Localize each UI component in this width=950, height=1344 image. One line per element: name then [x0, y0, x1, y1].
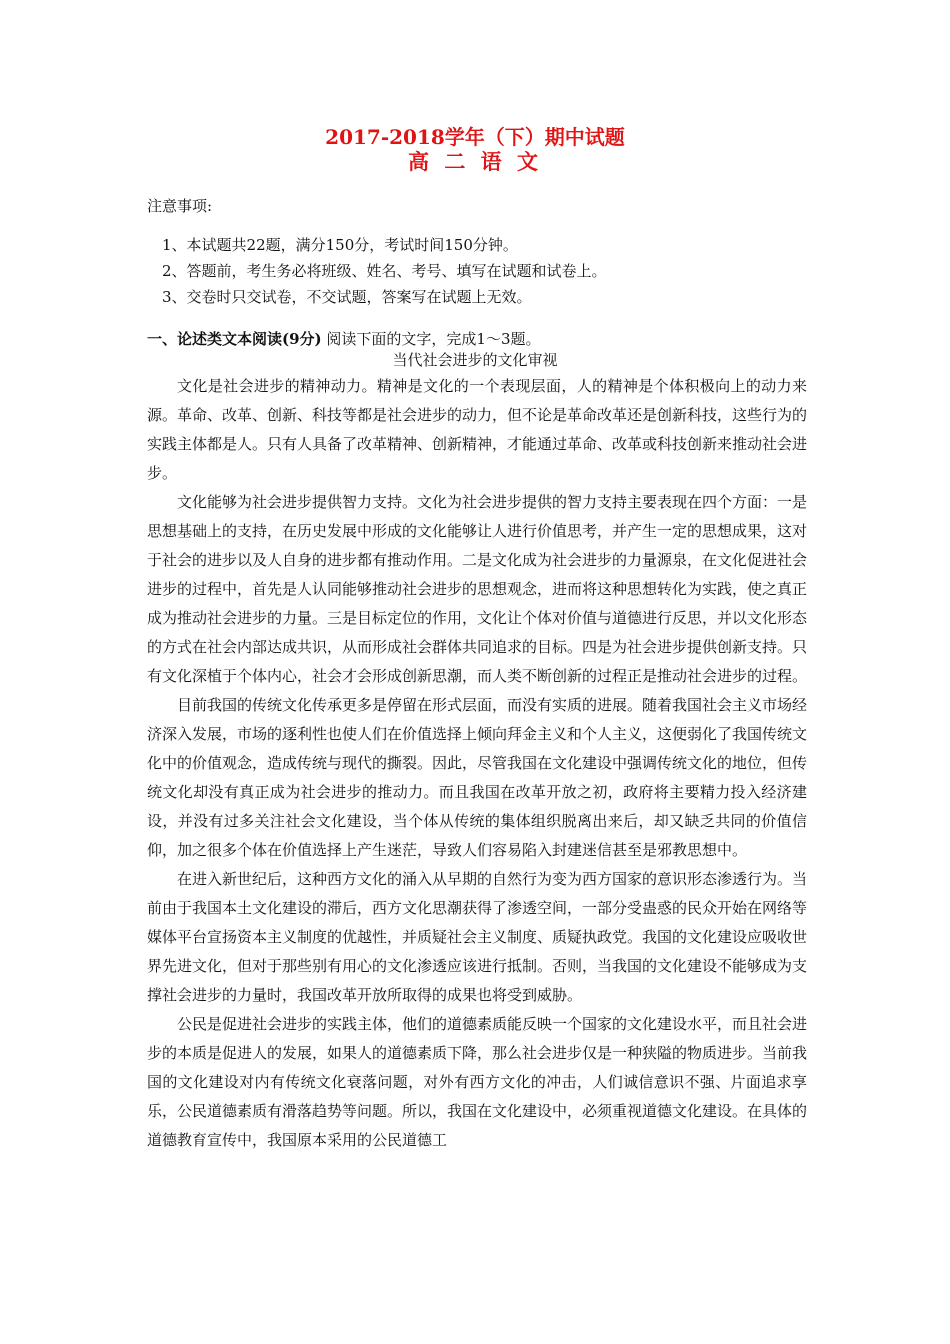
notice-item: 1、本试题共22题，满分150分，考试时间150分钟。 [162, 236, 518, 254]
article-title: 当代社会进步的文化审视 [392, 351, 558, 369]
article-paragraph: 目前我国的传统文化传承更多是停留在形式层面，而没有实质的进展。随着我国社会主义市场经济深入发展，市场的逐利性也使人们在价值选择上倾向拜金主义和个人主义，这便弱化了我国传统文化中的价值观念，造成传统与现代的撕裂。因此，尽管我国在文化建设中强调传统文化的地位，但传统文化却没有真正成为社会进步的推动力。而且我国在改革开放之初，政府将主要精力投入经济建设，并没有过多关注社会文化建设，当个体从传统的集体组织脱离出来后，却又缺乏共同的价值信仰，加之很多个体在价值选择上产生迷茫，导致人们容易陷入封建迷信甚至是邪教思想中。 [147, 696, 808, 859]
section-heading-instruction: 阅读下面的文字，完成1～3题。 [321, 330, 541, 348]
section-heading-bold: 一、论述类文本阅读(9分) [147, 330, 322, 348]
notice-heading: 注意事项: [147, 197, 213, 215]
exam-title: 2017-2018学年（下）期中试题 [325, 125, 625, 149]
article-paragraph: 文化是社会进步的精神动力。精神是文化的一个表现层面，人的精神是个体积极向上的动力来源。革命、改革、创新、科技等都是社会进步的动力，但不论是革命改革还是创新科技，这些行为的实践主体都是人。只有人具备了改革精神、创新精神，才能通过革命、改革或科技创新来推动社会进步。 [147, 377, 808, 482]
notice-list [162, 232, 607, 310]
article-paragraph: 文化能够为社会进步提供智力支持。文化为社会进步提供的智力支持主要表现在四个方面：一是思想基础上的支持，在历史发展中形成的文化能够让人进行价值思考，并产生一定的思想成果，这对于社会的进步以及人自身的进步都有推动作用。二是文化成为社会进步的力量源泉，在文化促进社会进步的过程中，首先是人认同能够推动社会进步的思想观念，进而将这种思想转化为实践，使之真正成为推动社会进步的力量。三是目标定位的作用，文化让个体对价值与道德进行反思，并以文化形态的方式在社会内部达成共识，从而形成社会群体共同追求的目标。四是为社会进步提供创新支持。只有文化深植于个体内心，社会才会形成创新思潮，而人类不断创新的过程正是推动社会进步的过程。 [147, 493, 808, 685]
article-paragraph: 在进入新世纪后，这种西方文化的涌入从早期的自然行为变为西方国家的意识形态渗透行为。当前由于我国本土文化建设的滞后，西方文化思潮获得了渗透空间，一部分受蛊惑的民众开始在网络等媒体平台宣扬资本主义制度的优越性，并质疑社会主义制度、质疑执政党。我国的文化建设应吸收世界先进文化，但对于那些别有用心的文化渗透应该进行抵制。否则，当我国的文化建设不能够成为支撑社会进步的力量时，我国改革开放所取得的成果也将受到威胁。 [147, 870, 808, 1004]
article-paragraph: 公民是促进社会进步的实践主体，他们的道德素质能反映一个国家的文化建设水平，而且社会进步的本质是促进人的发展，如果人的道德素质下降，那么社会进步仅是一种狭隘的物质进步。当前我国的文化建设对内有传统文化衰落问题，对外有西方文化的冲击，人们诚信意识不强、片面追求享乐，公民道德素质有滑落趋势等问题。所以，我国在文化建设中，必须重视道德文化建设。在具体的道德教育宣传中，我国原本采用的公民道德工 [147, 1015, 808, 1149]
exam-subtitle: 高 二 语 文 [408, 149, 542, 174]
section-heading [147, 329, 541, 349]
article-body [147, 372, 807, 1155]
notice-item: 3、交卷时只交试卷，不交试题，答案写在试题上无效。 [162, 288, 532, 306]
notice-item: 2、答题前，考生务必将班级、姓名、考号、填写在试题和试卷上。 [162, 262, 607, 280]
